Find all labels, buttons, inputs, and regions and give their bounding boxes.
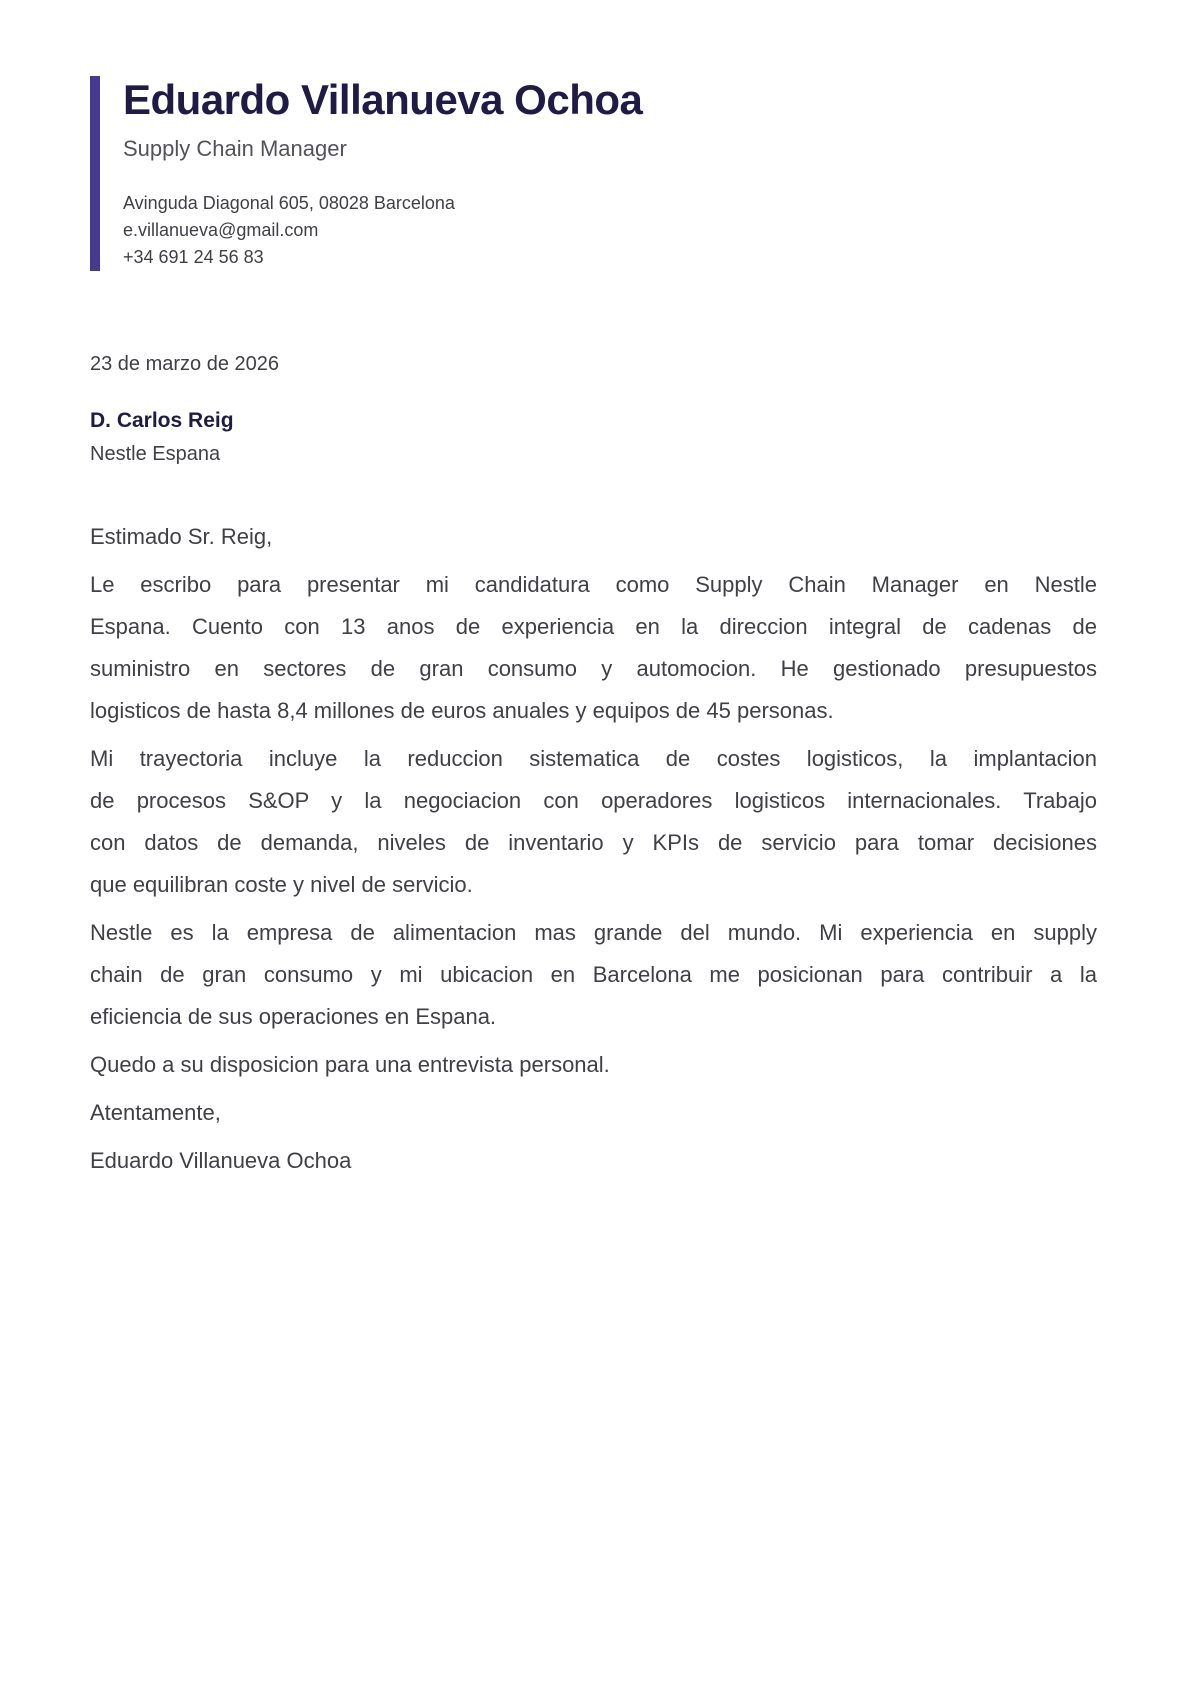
contact-block bbox=[123, 190, 1097, 271]
contact-phone: +34 691 24 56 83 bbox=[123, 247, 264, 267]
closing-text: Atentamente, bbox=[90, 1100, 221, 1125]
letter-paragraph bbox=[90, 564, 1097, 732]
paragraph-line: logisticos de hasta 8,4 millones de euros anuales y equipos de 45 personas. bbox=[90, 698, 834, 723]
letter-paragraph bbox=[90, 912, 1097, 1038]
letter-paragraph bbox=[90, 738, 1097, 906]
paragraph-line: Mi trayectoria incluye la reduccion sistematica de costes logisticos, la implantacion bbox=[90, 746, 1097, 771]
letter-paragraph bbox=[90, 1044, 1097, 1086]
signature-text: Eduardo Villanueva Ochoa bbox=[90, 1148, 352, 1173]
paragraph-line: eficiencia de sus operaciones en Espana. bbox=[90, 1004, 497, 1029]
paragraph-line: chain de gran consumo y mi ubicacion en Barcelona me posicionan para contribuir a la bbox=[90, 962, 1097, 987]
paragraph-line: Nestle es la empresa de alimentacion mas grande del mundo. Mi experiencia en supply bbox=[90, 920, 1097, 945]
closing bbox=[90, 1092, 1097, 1134]
paragraph-line: con datos de demanda, niveles de inventario y KPIs de servicio para tomar decisiones bbox=[90, 830, 1097, 855]
letter-paragraphs bbox=[90, 564, 1097, 1086]
paragraph-line: que equilibran coste y nivel de servicio. bbox=[90, 872, 473, 897]
paragraph-line: suministro en sectores de gran consumo y automocion. He gestionado presupuestos bbox=[90, 656, 1097, 681]
contact-address: Avinguda Diagonal 605, 08028 Barcelona bbox=[123, 193, 455, 213]
salutation bbox=[90, 516, 1097, 558]
recipient-block bbox=[90, 407, 1097, 468]
recipient-company: Nestle Espana bbox=[90, 443, 221, 465]
letter-body bbox=[90, 516, 1097, 1182]
signature bbox=[90, 1140, 1097, 1182]
paragraph-line: Le escribo para presentar mi candidatura como Supply Chain Manager en Nestle bbox=[90, 572, 1097, 597]
person-name: Eduardo Villanueva Ochoa bbox=[123, 76, 643, 123]
letter-header bbox=[90, 76, 1097, 271]
letter-date: 23 de marzo de 2026 bbox=[90, 353, 280, 375]
salutation-text: Estimado Sr. Reig, bbox=[90, 524, 273, 549]
paragraph-line: Quedo a su disposicion para una entrevista personal. bbox=[90, 1052, 610, 1077]
recipient-name: D. Carlos Reig bbox=[90, 409, 234, 432]
paragraph-line: de procesos S&OP y la negociacion con operadores logisticos internacionales. Trabajo bbox=[90, 788, 1097, 813]
paragraph-line: Espana. Cuento con 13 anos de experiencia en la direccion integral de cadenas de bbox=[90, 614, 1097, 639]
person-job-title: Supply Chain Manager bbox=[123, 136, 347, 161]
contact-email: e.villanueva@gmail.com bbox=[123, 220, 319, 240]
